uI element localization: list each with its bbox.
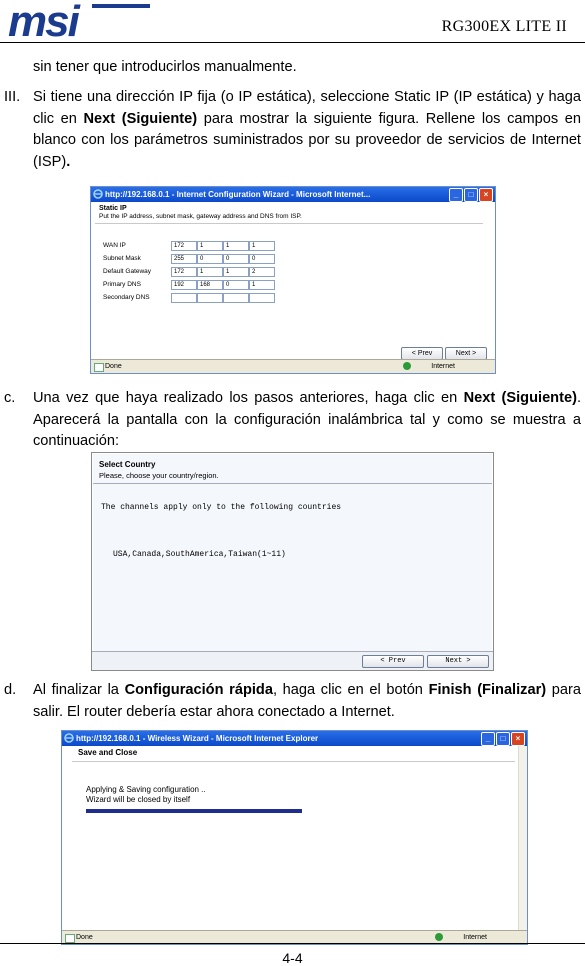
secondary-dns-octet-2[interactable] bbox=[197, 293, 223, 303]
field-label: Secondary DNS bbox=[103, 294, 150, 301]
status-zone: Internet bbox=[431, 363, 455, 370]
secondary-dns-octet-3[interactable] bbox=[223, 293, 249, 303]
wan-ip-octet-1[interactable]: 172 bbox=[171, 241, 197, 251]
static-ip-description: Put the IP address, subnet mask, gateway address and DNS from ISP. bbox=[99, 213, 302, 220]
primary-dns-octet-3[interactable]: 0 bbox=[223, 280, 249, 290]
close-button[interactable]: × bbox=[511, 732, 525, 746]
close-button[interactable]: × bbox=[479, 188, 493, 202]
primary-dns-octet-1[interactable]: 192 bbox=[171, 280, 197, 290]
wan-ip-octet-2[interactable]: 1 bbox=[197, 241, 223, 251]
field-label: Default Gateway bbox=[103, 268, 152, 275]
save-and-close-window bbox=[61, 730, 528, 945]
window-title: http://192.168.0.1 - Internet Configuration Wizard - Microsoft Internet... bbox=[105, 190, 371, 199]
subnet-mask-octet-2[interactable]: 0 bbox=[197, 254, 223, 264]
status-bar bbox=[62, 930, 527, 944]
progress-bar bbox=[86, 809, 302, 813]
field-label: Primary DNS bbox=[103, 281, 141, 288]
gateway-octet-1[interactable]: 172 bbox=[171, 267, 197, 277]
prev-button[interactable]: < Prev bbox=[401, 347, 443, 360]
paragraph-continuation: sin tener que introducirlos manualmente. bbox=[33, 59, 297, 75]
paragraph-finish: Al finalizar la Configuración rápida, haga clic en el botón Finish (Finalizar) para salir. El router debería estar ahora conectado a Internet. bbox=[33, 682, 581, 720]
gateway-octet-3[interactable]: 1 bbox=[223, 267, 249, 277]
status-done: Done bbox=[76, 934, 93, 941]
list-marker-d: d. bbox=[4, 682, 17, 698]
page-number: 4-4 bbox=[282, 950, 303, 966]
wan-ip-octet-3[interactable]: 1 bbox=[223, 241, 249, 251]
progress-track bbox=[86, 809, 350, 813]
select-country-window bbox=[91, 452, 494, 671]
paragraph-next-step: Una vez que haya realizado los pasos anteriores, haga clic en Next (Siguiente). Aparecerá la pantalla con la configuración inalámbrica tal y como se muestra a continuación: bbox=[33, 390, 581, 449]
window-titlebar bbox=[91, 187, 495, 202]
wizard-close-note: Wizard will be closed by itself bbox=[86, 795, 191, 804]
gateway-octet-2[interactable]: 1 bbox=[197, 267, 223, 277]
window-titlebar bbox=[62, 731, 527, 746]
next-button[interactable]: Next > bbox=[445, 347, 487, 360]
button-bar bbox=[92, 651, 493, 670]
footer-rule bbox=[0, 943, 585, 944]
channels-note: The channels apply only to the following countries bbox=[101, 503, 342, 512]
divider bbox=[93, 483, 492, 484]
applying-status: Applying & Saving configuration .. bbox=[86, 785, 206, 794]
globe-icon bbox=[435, 933, 443, 941]
list-marker-c: c. bbox=[4, 390, 16, 406]
next-button[interactable]: Next > bbox=[427, 655, 489, 668]
prev-button[interactable]: < Prev bbox=[362, 655, 424, 668]
subnet-mask-octet-4[interactable]: 0 bbox=[249, 254, 275, 264]
page-icon bbox=[65, 934, 75, 943]
divider bbox=[95, 223, 483, 224]
list-marker-iii: III. bbox=[4, 89, 21, 105]
minimize-button[interactable]: _ bbox=[449, 188, 463, 202]
status-zone: Internet bbox=[463, 934, 487, 941]
paragraph-static-ip: Si tiene una dirección IP fija (o IP estática), seleccione Static IP (IP estática) y haga clic en Next (Siguiente) para mostrar la siguiente figura. Rellene los campos en blanco con los parámetros suministrados por su proveedor de servicios de Internet (ISP). bbox=[33, 89, 582, 170]
divider bbox=[72, 761, 515, 762]
gateway-octet-4[interactable]: 2 bbox=[249, 267, 275, 277]
wan-ip-octet-4[interactable]: 1 bbox=[249, 241, 275, 251]
maximize-button[interactable]: □ bbox=[496, 732, 510, 746]
document-title: RG300EX LITE II bbox=[441, 18, 567, 35]
select-country-subtitle: Please, choose your country/region. bbox=[99, 471, 219, 480]
secondary-dns-octet-1[interactable] bbox=[171, 293, 197, 303]
window-title: http://192.168.0.1 - Wireless Wizard - Microsoft Internet Explorer bbox=[76, 734, 319, 743]
select-country-heading: Select Country bbox=[99, 460, 156, 469]
minimize-button[interactable]: _ bbox=[481, 732, 495, 746]
scrollbar[interactable] bbox=[518, 746, 527, 931]
secondary-dns-octet-4[interactable] bbox=[249, 293, 275, 303]
ie-icon bbox=[93, 189, 103, 199]
status-done: Done bbox=[105, 363, 122, 370]
svg-text:msi: msi bbox=[8, 0, 78, 44]
field-label: WAN IP bbox=[103, 242, 126, 249]
ie-icon bbox=[64, 733, 74, 743]
field-label: Subnet Mask bbox=[103, 255, 141, 262]
select-country-panel bbox=[93, 454, 492, 652]
primary-dns-octet-2[interactable]: 168 bbox=[197, 280, 223, 290]
country-list: USA,Canada,SouthAmerica,Taiwan(1~11) bbox=[113, 550, 286, 559]
subnet-mask-octet-1[interactable]: 255 bbox=[171, 254, 197, 264]
status-bar bbox=[91, 359, 495, 373]
maximize-button[interactable]: □ bbox=[464, 188, 478, 202]
globe-icon bbox=[403, 362, 411, 370]
header-rule bbox=[0, 42, 585, 43]
static-ip-window bbox=[90, 186, 496, 374]
msi-logo bbox=[2, 0, 162, 44]
page-icon bbox=[94, 363, 104, 372]
static-ip-heading: Static IP bbox=[99, 205, 127, 212]
primary-dns-octet-4[interactable]: 1 bbox=[249, 280, 275, 290]
save-and-close-heading: Save and Close bbox=[78, 748, 138, 757]
subnet-mask-octet-3[interactable]: 0 bbox=[223, 254, 249, 264]
